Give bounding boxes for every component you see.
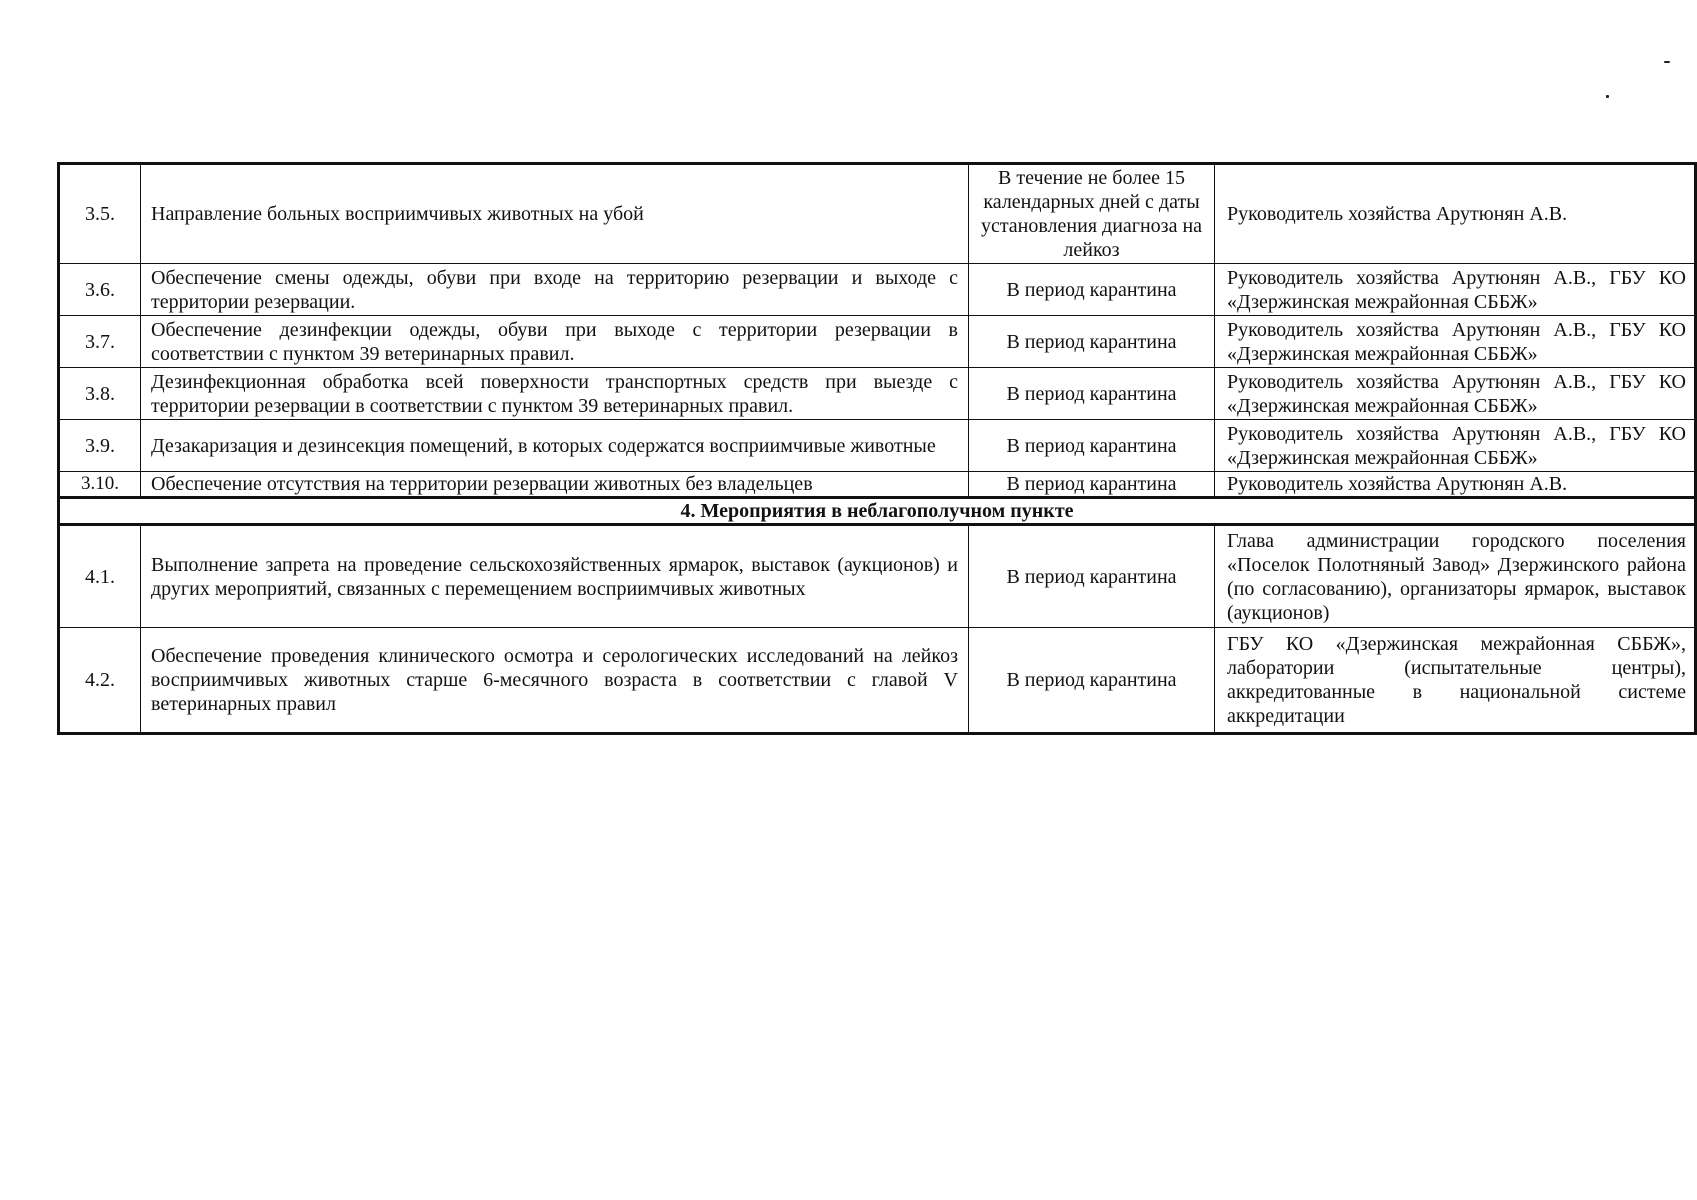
row-number: 4.1.: [59, 525, 141, 628]
measure-responsible: Руководитель хозяйства Арутюнян А.В., ГБУ КО «Дзержинская межрайонная СББЖ»: [1215, 316, 1696, 368]
measure-term: В период карантина: [969, 316, 1215, 368]
row-number: 3.7.: [59, 316, 141, 368]
row-number: 3.10.: [59, 472, 141, 498]
table-row: [59, 420, 1696, 472]
table-row: [59, 628, 1696, 734]
table-row: [59, 368, 1696, 420]
measure-description: Обеспечение смены одежды, обуви при входе на территорию резервации и выходе с территории резервации.: [141, 264, 969, 316]
measure-term: В период карантина: [969, 420, 1215, 472]
measure-responsible: ГБУ КО «Дзержинская межрайонная СББЖ», лаборатории (испытательные центры), аккредитованные в национальной системе аккредитации: [1215, 628, 1696, 734]
measure-responsible: Руководитель хозяйства Арутюнян А.В., ГБУ КО «Дзержинская межрайонная СББЖ»: [1215, 264, 1696, 316]
measure-description: Обеспечение отсутствия на территории резервации животных без владельцев: [141, 472, 969, 498]
measure-responsible: Глава администрации городского поселения «Поселок Полотняный Завод» Дзержинского района (по согласованию), организаторы ярмарок, выставок (аукционов): [1215, 525, 1696, 628]
measure-description: Дезинфекционная обработка всей поверхности транспортных средств при выезде с территории резервации в соответствии с пунктом 39 ветеринарных правил.: [141, 368, 969, 420]
measure-term: В течение не более 15 календарных дней с даты установления диагноза на лейкоз: [969, 164, 1215, 264]
measure-responsible: Руководитель хозяйства Арутюнян А.В., ГБУ КО «Дзержинская межрайонная СББЖ»: [1215, 368, 1696, 420]
measure-term: В период карантина: [969, 628, 1215, 734]
row-number: 3.6.: [59, 264, 141, 316]
row-number: 3.5.: [59, 164, 141, 264]
section-title: 4. Мероприятия в неблагополучном пункте: [59, 498, 1696, 525]
row-number: 4.2.: [59, 628, 141, 734]
table-row: [59, 264, 1696, 316]
row-number: 3.9.: [59, 420, 141, 472]
table-row: [59, 316, 1696, 368]
table-row: [59, 164, 1696, 264]
table-row: [59, 525, 1696, 628]
table-row: [59, 472, 1696, 498]
measure-description: Выполнение запрета на проведение сельскохозяйственных ярмарок, выставок (аукционов) и других мероприятий, связанных с перемещением восприимчивых животных: [141, 525, 969, 628]
scan-speck: [1664, 61, 1670, 63]
row-number: 3.8.: [59, 368, 141, 420]
measures-table: [57, 162, 1697, 735]
section-header-row: [59, 498, 1696, 525]
measure-term: В период карантина: [969, 368, 1215, 420]
measure-responsible: Руководитель хозяйства Арутюнян А.В., ГБУ КО «Дзержинская межрайонная СББЖ»: [1215, 420, 1696, 472]
measure-term: В период карантина: [969, 472, 1215, 498]
measure-term: В период карантина: [969, 264, 1215, 316]
measure-description: Направление больных восприимчивых животных на убой: [141, 164, 969, 264]
measure-description: Обеспечение дезинфекции одежды, обуви при выходе с территории резервации в соответствии с пунктом 39 ветеринарных правил.: [141, 316, 969, 368]
measure-responsible: Руководитель хозяйства Арутюнян А.В.: [1215, 472, 1696, 498]
measure-term: В период карантина: [969, 525, 1215, 628]
measure-description: Обеспечение проведения клинического осмотра и серологических исследований на лейкоз восприимчивых животных старше 6-месячного возраста в соответствии с главой V ветеринарных правил: [141, 628, 969, 734]
scan-speck: [1606, 95, 1609, 98]
measure-description: Дезакаризация и дезинсекция помещений, в которых содержатся восприимчивые животные: [141, 420, 969, 472]
measure-responsible: Руководитель хозяйства Арутюнян А.В.: [1215, 164, 1696, 264]
